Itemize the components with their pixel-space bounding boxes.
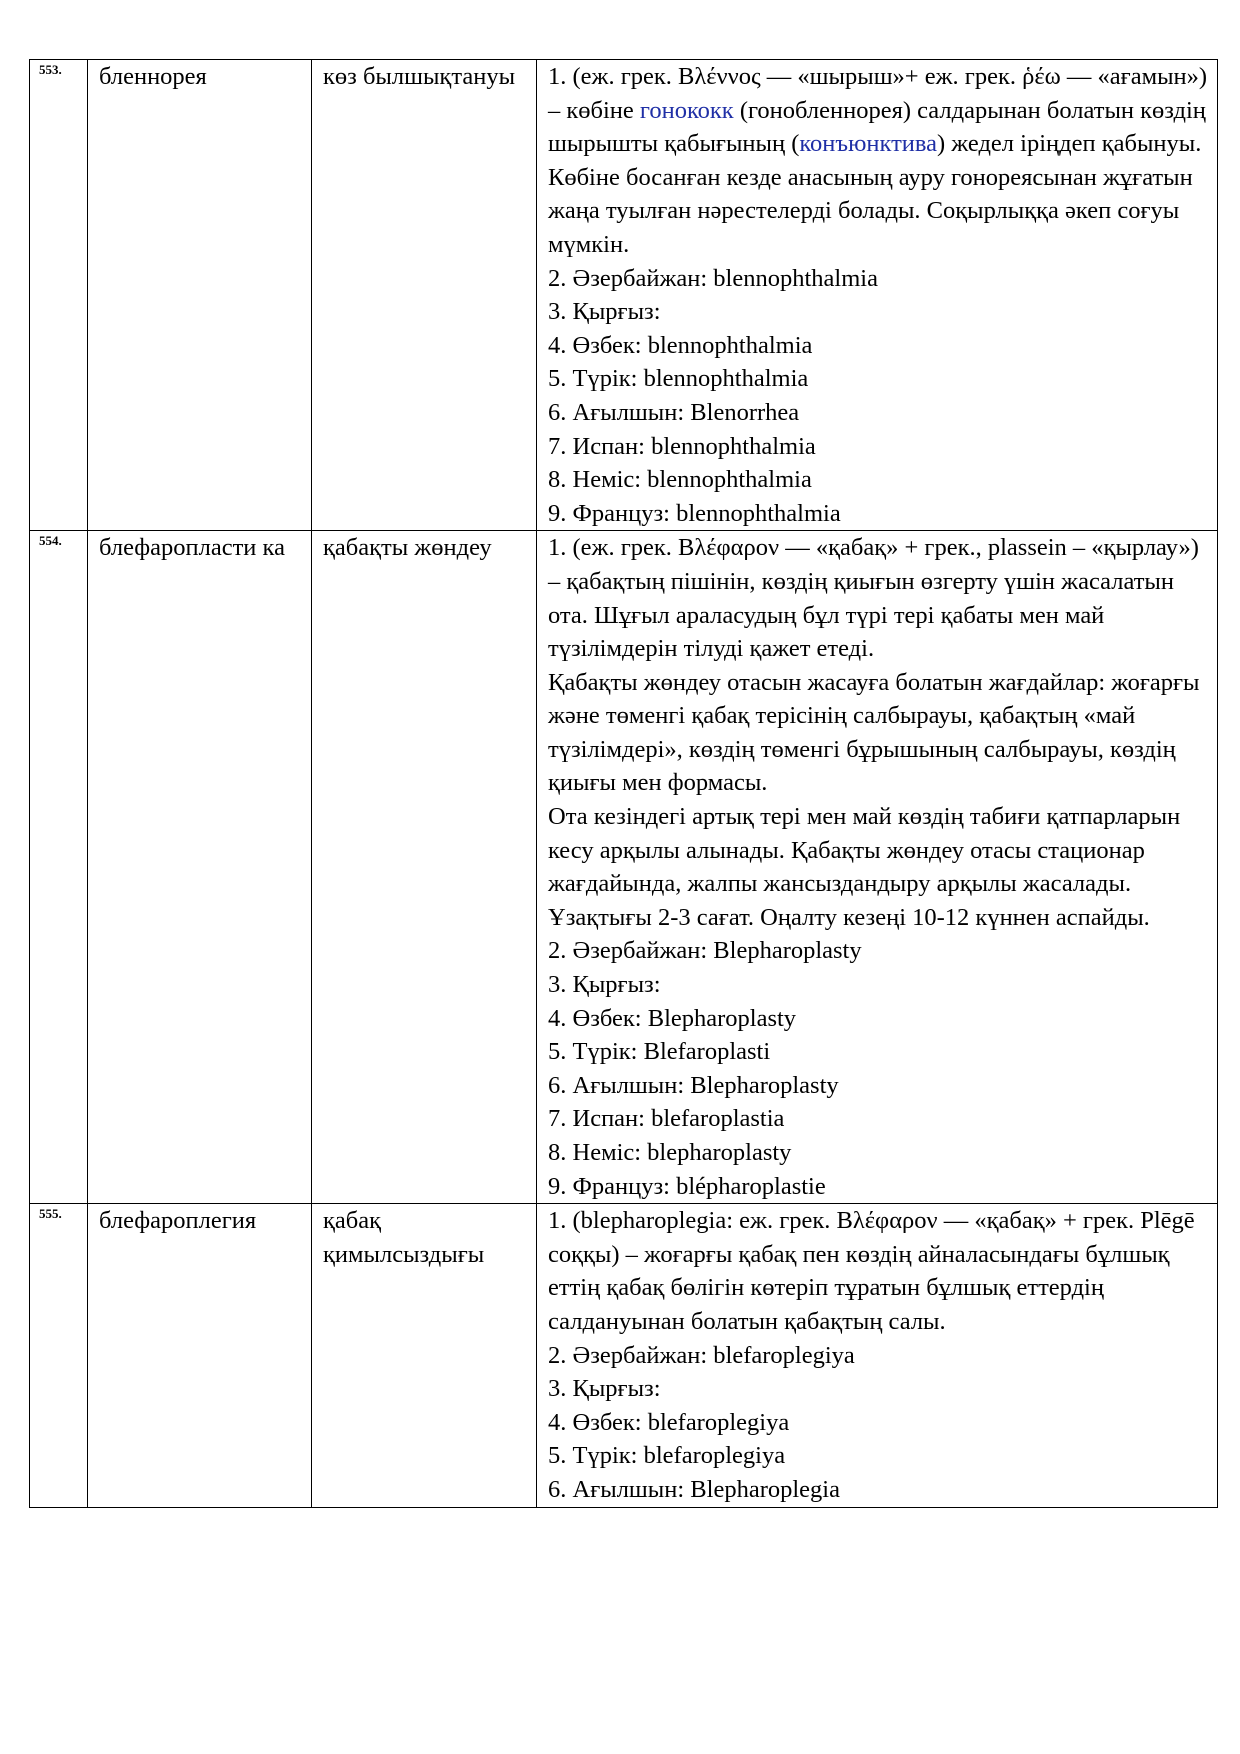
entry-definition (537, 1204, 1218, 1507)
entry-number: 555. (30, 1204, 88, 1507)
definition-paragraph: Ота кезіндегі артық тері мен май көздің табиғи қатпарларын кесу арқылы алынады. Қабақты жөндеу отасы стационар жағдайында, жалпы жансыздандыру арқылы жасалады. Ұзақтығы 2-3 сағат. Оңалту кезеңі 10-12 күннен аспайды. (548, 803, 1181, 931)
language-equivalent: 9. Француз: blennophthalmia (548, 499, 841, 527)
language-equivalent: 4. Өзбек: blefaroplegiya (548, 1408, 790, 1436)
language-equivalent: 4. Өзбек: Blepharoplasty (548, 1004, 797, 1032)
entry-number: 554. (30, 531, 88, 1204)
language-equivalent: 5. Түрік: blefaroplegiya (548, 1442, 786, 1470)
definition-text: 1. (еж. грек. Βλέννος — «шырыш»+ еж. грек. ῥέω — «ағамын») – көбіне (548, 63, 1208, 124)
language-equivalent: 6. Ағылшын: Blenorrhea (548, 398, 800, 426)
definition-paragraph: 1. (еж. грек. Βλέφαρον — «қабақ» + грек., plassein – «қырлау») – қабақтың пішінін, көздің қиығын өзгерту үшін жасалатын ота. Шұғыл араласудың бұл түрі тері қабаты мен май түзілімдерін тілуді қажет етеді. (548, 534, 1199, 663)
language-equivalent: 3. Қырғыз: (548, 298, 661, 326)
language-equivalent: 3. Қырғыз: (548, 971, 661, 999)
entry-row (30, 1204, 1218, 1507)
definition-paragraph: Қабақты жөндеу отасын жасауға болатын жағдайлар: жоғарғы және төменгі қабақ терісінің салбырауы, қабақтың «май түзілімдері», көздің төменгі бұрышының салбырауы, көздің қиығы мен формасы. (548, 668, 1200, 797)
entry-row (30, 531, 1218, 1204)
dictionary-page (29, 59, 1217, 1508)
conjunctiva-link[interactable]: конъюнктива (799, 130, 938, 158)
definition-paragraph (548, 60, 1209, 262)
entry-term: блефаропласти ка (88, 531, 312, 1204)
language-equivalent: 6. Ағылшын: Blepharoplasty (548, 1071, 839, 1099)
gonococcus-link[interactable]: гонококк (639, 96, 734, 124)
entry-term: бленнорея (88, 60, 312, 531)
language-equivalent: 5. Түрік: Blefaroplasti (548, 1038, 771, 1066)
definition-paragraph: 1. (blepharoplegia: еж. грек. Βλέφαρον — «қабақ» + грек. Plēgē соққы) – жоғарғы қабақ пен көздің айналасындағы бұлшық еттің қабақ бөлігін көтеріп тұратын бұлшық еттердің салдануынан болатын қабақтың салы. (548, 1207, 1195, 1335)
language-equivalent: 3. Қырғыз: (548, 1375, 661, 1403)
entry-translation: көз былшықтануы (312, 60, 537, 531)
entry-definition (537, 531, 1218, 1204)
entry-translation: қабақты жөндеу (312, 531, 537, 1204)
dictionary-table (29, 59, 1218, 1508)
language-equivalent: 4. Өзбек: blennophthalmia (548, 331, 813, 359)
language-equivalent: 8. Неміс: blennophthalmia (548, 466, 812, 494)
definition-text: ) жедел іріңдеп қабынуы. Көбіне босанған кезде анасының ауру гонореясынан жұғатын жаңа туылған нәрестелерді болады. Соқырлыққа әкеп соғуы мүмкін. (548, 130, 1202, 258)
language-equivalent: 8. Неміс: blepharoplasty (548, 1139, 792, 1166)
entry-translation: қабақ қимылсыздығы (312, 1204, 537, 1507)
language-equivalent: 6. Ағылшын: Blepharoplegia (548, 1475, 840, 1503)
entry-number: 553. (30, 60, 88, 531)
language-equivalent: 7. Испан: blennophthalmia (548, 432, 816, 460)
entry-definition (537, 60, 1218, 531)
entry-row (30, 60, 1218, 531)
language-equivalent: 2. Әзербайжан: Blepharoplasty (548, 937, 862, 965)
language-equivalent: 9. Француз: blépharoplastie (548, 1172, 826, 1200)
language-equivalent: 7. Испан: blefaroplastia (548, 1105, 785, 1133)
language-equivalent: 5. Түрік: blennophthalmia (548, 365, 809, 393)
language-equivalent: 2. Әзербайжан: blefaroplegiya (548, 1341, 855, 1369)
definition-text: (гонобленнорея) салдарынан болатын көздің шырышты қабығының ( (548, 96, 1206, 158)
entry-term: блефароплегия (88, 1204, 312, 1507)
language-equivalent: 2. Әзербайжан: blennophthalmia (548, 264, 878, 292)
